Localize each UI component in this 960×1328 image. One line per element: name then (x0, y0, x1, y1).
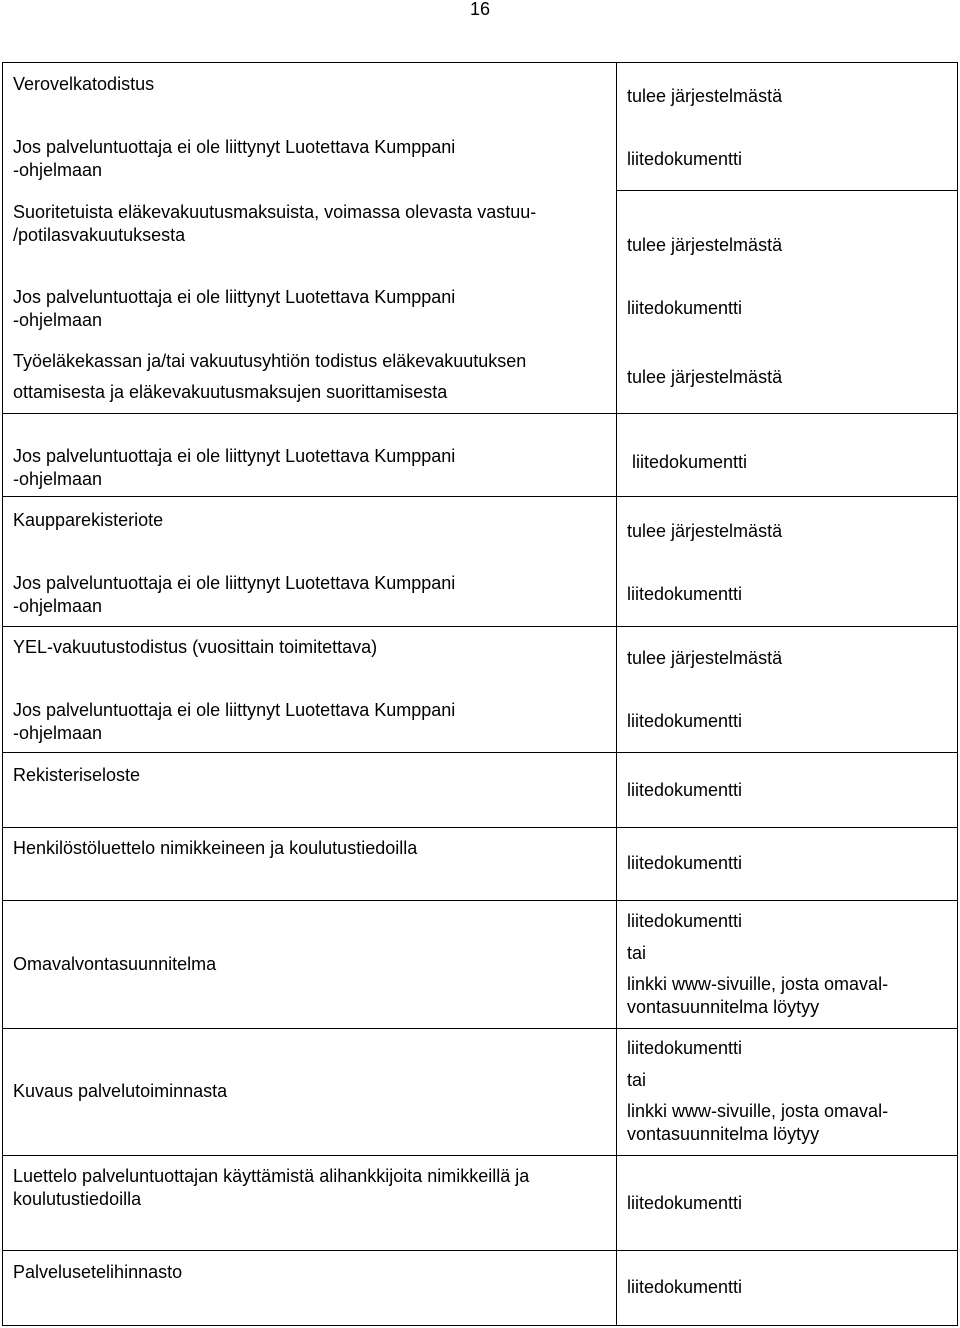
row-value: liitedokumentti (627, 1193, 743, 1213)
table-border-left (2, 62, 3, 1326)
row-label: Luettelo palveluntuottajan käyttämistä alihankkijoita nimikkeillä ja (13, 1166, 530, 1186)
row-value: tulee järjestelmästä (627, 235, 783, 255)
row-label: -ohjelmaan (13, 310, 103, 330)
page-number: 16 (469, 0, 491, 19)
row-label: Jos palveluntuottaja ei ole liittynyt Luotettava Kumppani (13, 573, 456, 593)
row-value: liitedokumentti (627, 1277, 743, 1297)
table-rule (2, 827, 958, 828)
row-value: liitedokumentti (627, 853, 743, 873)
row-label: -ohjelmaan (13, 469, 103, 489)
row-label: Suoritetuista eläkevakuutusmaksuista, voimassa olevasta vastuu- (13, 202, 537, 222)
row-label: Verovelkatodistus (13, 74, 155, 94)
row-label: /potilasvakuutuksesta (13, 225, 186, 245)
row-value: tai (627, 943, 647, 963)
row-label: Henkilöstöluettelo nimikkeineen ja koulutustiedoilla (13, 838, 418, 858)
row-label: koulutustiedoilla (13, 1189, 142, 1209)
table-rule (2, 752, 958, 753)
row-label: Kaupparekisteriote (13, 510, 164, 530)
table-rule (616, 190, 958, 191)
table-rule (2, 413, 958, 414)
table-rule (2, 1155, 958, 1156)
row-value: liitedokumentti (627, 1038, 743, 1058)
table-rule (2, 900, 958, 901)
row-value: linkki www-sivuille, josta omaval- (627, 1101, 889, 1121)
row-value: vontasuunnitelma löytyy (627, 1124, 820, 1144)
row-value: liitedokumentti (632, 452, 748, 472)
row-value: liitedokumentti (627, 780, 743, 800)
row-label: Jos palveluntuottaja ei ole liittynyt Luotettava Kumppani (13, 137, 456, 157)
row-value: tulee järjestelmästä (627, 86, 783, 106)
table-column-divider (616, 62, 617, 1326)
row-label: Kuvaus palvelutoiminnasta (13, 1081, 228, 1101)
row-label: Jos palveluntuottaja ei ole liittynyt Luotettava Kumppani (13, 700, 456, 720)
row-label: YEL-vakuutustodistus (vuosittain toimitettava) (13, 637, 378, 657)
table-rule (2, 1250, 958, 1251)
row-value: liitedokumentti (627, 711, 743, 731)
row-label: Jos palveluntuottaja ei ole liittynyt Luotettava Kumppani (13, 446, 456, 466)
row-value: tulee järjestelmästä (627, 521, 783, 541)
table-rule (2, 626, 958, 627)
table-rule (2, 1028, 958, 1029)
row-value: vontasuunnitelma löytyy (627, 997, 820, 1017)
table-rule (2, 496, 958, 497)
row-value: linkki www-sivuille, josta omaval- (627, 974, 889, 994)
row-value: liitedokumentti (627, 911, 743, 931)
table-border-top (2, 62, 958, 63)
row-value: tulee järjestelmästä (627, 367, 783, 387)
row-label: Rekisteriseloste (13, 765, 141, 785)
row-value: tulee järjestelmästä (627, 648, 783, 668)
row-value: tai (627, 1070, 647, 1090)
row-label: ottamisesta ja eläkevakuutusmaksujen suorittamisesta (13, 382, 448, 402)
row-label: -ohjelmaan (13, 596, 103, 616)
row-value: liitedokumentti (627, 298, 743, 318)
row-label: Omavalvontasuunnitelma (13, 954, 217, 974)
table-border-right (957, 62, 958, 1326)
row-label: Työeläkekassan ja/tai vakuutusyhtiön todistus eläkevakuutuksen (13, 351, 527, 371)
row-label: Jos palveluntuottaja ei ole liittynyt Luotettava Kumppani (13, 287, 456, 307)
row-label: -ohjelmaan (13, 160, 103, 180)
table-border-bottom (2, 1325, 958, 1326)
row-value: liitedokumentti (627, 149, 743, 169)
row-value: liitedokumentti (627, 584, 743, 604)
row-label: -ohjelmaan (13, 723, 103, 743)
row-label: Palvelusetelihinnasto (13, 1262, 183, 1282)
